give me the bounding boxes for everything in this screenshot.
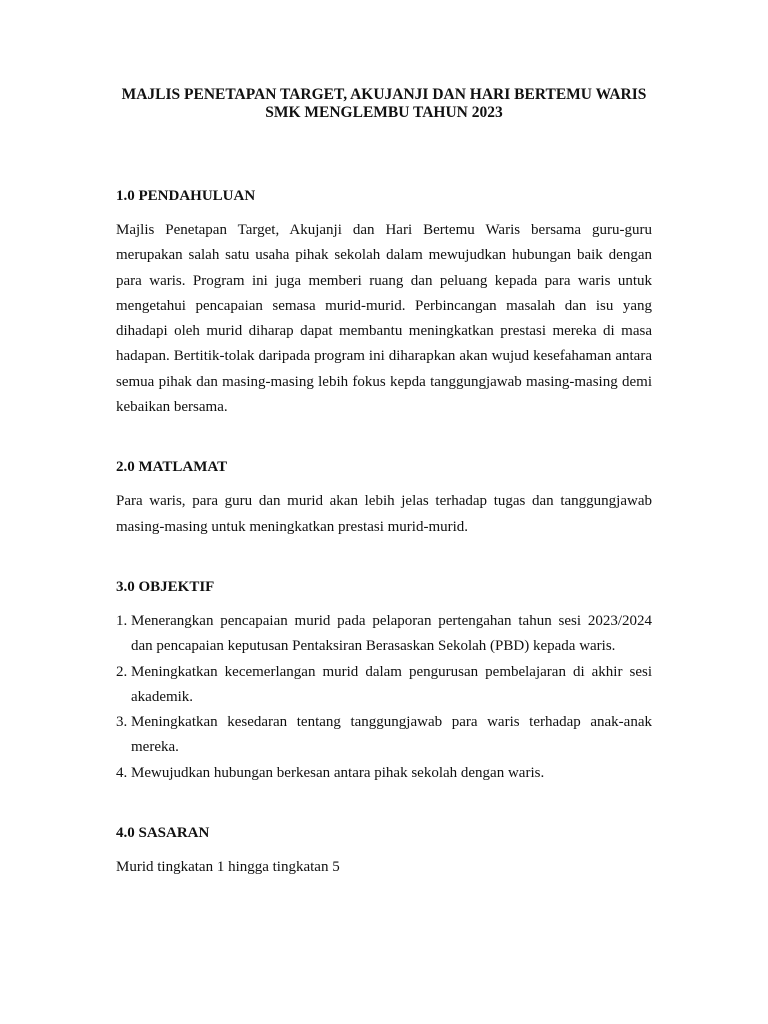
title-line-2: SMK MENGLEMBU TAHUN 2023 bbox=[265, 104, 503, 121]
objective-list bbox=[116, 609, 652, 786]
section-heading: 2.0 MATLAMAT bbox=[116, 459, 228, 476]
list-item-text: Meningkatkan kesedaran tentang tanggungjawab para waris terhadap anak-anak mereka. bbox=[131, 714, 652, 756]
list-item bbox=[116, 609, 652, 660]
section-body: Para waris, para guru dan murid akan lebih jelas terhadap tugas dan tanggungjawab masing-masing untuk meningkatkan prestasi murid-murid. bbox=[116, 493, 652, 535]
list-item bbox=[116, 660, 652, 711]
list-item bbox=[116, 761, 652, 786]
section-body: Majlis Penetapan Target, Akujanji dan Hari Bertemu Waris bersama guru-guru merupakan salah satu usaha pihak sekolah dalam mewujudkan hubungan baik dengan para waris. Program ini juga memberi ruang dan peluang kepada para waris untuk mengetahui pencapaian semasa murid-murid. Perbincangan masalah dan isu yang dihadapi oleh murid diharap dapat membantu meningkatkan prestasi mereka di masa hadapan. Bertitik-tolak daripada program ini diharapkan akan wujud kesefahaman antara semua pihak dan masing-masing lebih fokus kepda tanggungjawab masing-masing demi kebaikan bersama. bbox=[116, 222, 652, 416]
section-heading: 3.0 OBJEKTIF bbox=[116, 578, 215, 595]
section-body: Murid tingkatan 1 hingga tingkatan 5 bbox=[116, 859, 340, 876]
section-pendahuluan bbox=[116, 187, 652, 420]
list-item-text: Menerangkan pencapaian murid pada pelaporan pertengahan tahun sesi 2023/2024 dan pencapaian keputusan Pentaksiran Berasaskan Sekolah (PBD) kepada waris. bbox=[131, 612, 652, 655]
list-item bbox=[116, 710, 652, 761]
section-heading: 4.0 SASARAN bbox=[116, 825, 210, 842]
section-sasaran bbox=[116, 824, 652, 880]
list-item-text: Meningkatkan kecemerlangan murid dalam pengurusan pembelajaran di akhir sesi akademik. bbox=[131, 663, 652, 705]
section-heading: 1.0 PENDAHULUAN bbox=[116, 188, 256, 204]
list-item-text: Mewujudkan hubungan berkesan antara pihak sekolah dengan waris. bbox=[131, 764, 545, 781]
list-item-number: 3. bbox=[116, 714, 128, 731]
list-item-number: 2. bbox=[116, 663, 128, 680]
section-matlamat bbox=[116, 458, 652, 540]
list-item-number: 1. bbox=[116, 612, 128, 629]
title-line-1: MAJLIS PENETAPAN TARGET, AKUJANJI DAN HARI BERTEMU WARIS bbox=[121, 86, 647, 103]
list-item-number: 4. bbox=[116, 764, 128, 781]
section-objektif bbox=[116, 578, 652, 786]
document-title bbox=[116, 86, 652, 122]
